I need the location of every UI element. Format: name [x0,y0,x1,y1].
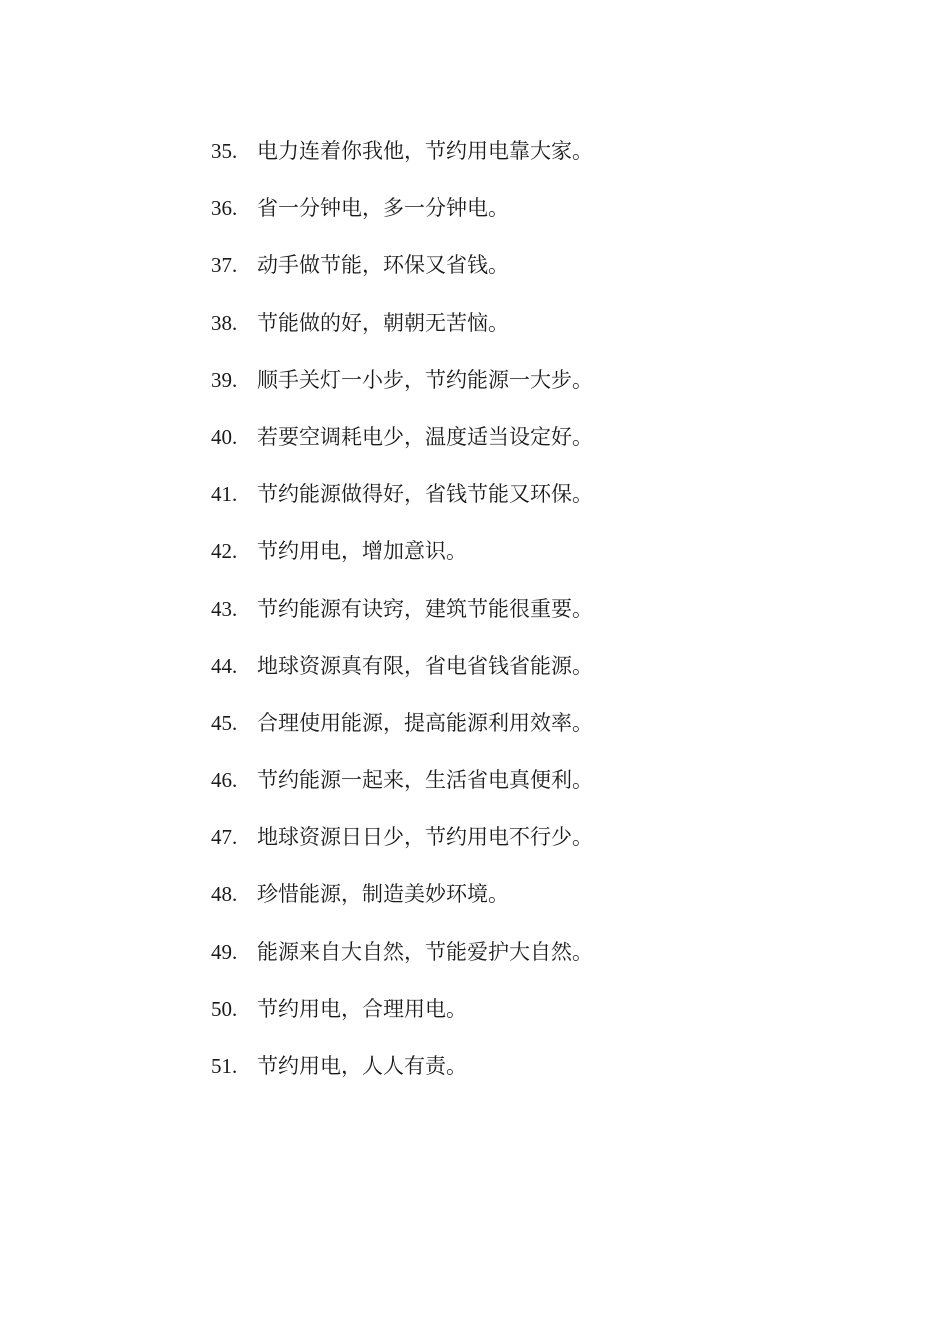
list-item [211,936,593,993]
item-text: 节约用电，人人有责。 [257,1054,467,1078]
item-number: 45. [211,710,238,735]
list-item [211,535,593,592]
item-number: 37. [211,253,238,278]
list-item [211,135,593,192]
list-item [211,593,593,650]
item-number: 44. [211,653,238,678]
item-text: 能源来自大自然，节能爱护大自然。 [257,939,593,964]
list-item [211,821,593,878]
list-item [211,192,593,249]
item-text: 节约能源一起来，生活省电真便利。 [257,768,593,793]
list-item [211,1050,593,1107]
item-text: 地球资源真有限，省电省钱省能源。 [257,653,593,678]
list-item [211,878,593,935]
slogan-list [211,135,593,1107]
item-text: 地球资源日日少，节约用电不行少。 [257,825,593,850]
item-number: 47. [211,825,238,850]
item-text: 节能做的好，朝朝无苦恼。 [257,310,509,335]
list-item [211,707,593,764]
item-number: 48. [211,882,238,907]
list-item [211,764,593,821]
list-item [211,650,593,707]
list-item [211,307,593,364]
item-number: 41. [211,482,238,507]
item-number: 42. [211,539,238,564]
item-number: 40. [211,424,238,449]
item-number: 51. [211,1054,238,1078]
item-text: 节约用电，增加意识。 [257,539,467,564]
item-text: 省一分钟电，多一分钟电。 [257,196,509,221]
list-item [211,993,593,1050]
item-text: 珍惜能源，制造美妙环境。 [257,882,509,907]
item-text: 节约用电，合理用电。 [257,996,467,1021]
list-item [211,364,593,421]
item-number: 39. [211,367,238,392]
item-number: 35. [211,139,238,163]
item-number: 43. [211,596,238,621]
item-text: 顺手关灯一小步，节约能源一大步。 [257,367,593,392]
item-text: 节约能源有诀窍，建筑节能很重要。 [257,596,593,621]
item-number: 46. [211,768,238,793]
item-text: 节约能源做得好，省钱节能又环保。 [257,482,593,507]
list-item [211,249,593,306]
item-text: 电力连着你我他，节约用电靠大家。 [257,139,593,163]
item-text: 合理使用能源，提高能源利用效率。 [257,710,593,735]
item-number: 49. [211,939,238,964]
item-number: 38. [211,310,238,335]
item-number: 36. [211,196,238,221]
item-number: 50. [211,996,238,1021]
item-text: 若要空调耗电少，温度适当设定好。 [257,424,593,449]
list-item [211,478,593,535]
list-item [211,421,593,478]
item-text: 动手做节能，环保又省钱。 [257,253,509,278]
